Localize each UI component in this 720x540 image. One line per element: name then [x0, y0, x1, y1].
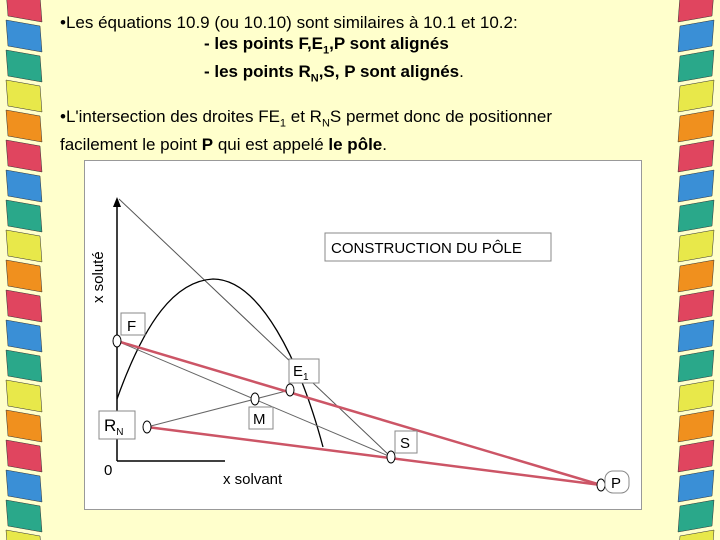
bullet-2-line-2 — [60, 134, 650, 155]
border-stripe — [678, 290, 714, 322]
border-stripe — [678, 200, 714, 232]
line-3-end: . — [459, 62, 464, 82]
border-stripe — [678, 230, 714, 262]
bullet-2-line-1 — [60, 106, 650, 134]
border-stripe — [6, 530, 42, 540]
border-stripe — [6, 440, 42, 472]
border-stripe — [678, 350, 714, 382]
line-3-sub: N — [310, 72, 319, 85]
line-2-sub: 1 — [323, 44, 330, 57]
border-stripe — [678, 410, 714, 442]
border-stripe — [678, 0, 714, 22]
line-2-post: ,P sont alignés — [329, 34, 449, 53]
border-stripe — [678, 260, 714, 292]
point-m-marker — [251, 393, 259, 405]
b2-post: S permet donc de positionner — [329, 106, 552, 126]
pole-construction-figure — [84, 160, 642, 510]
border-stripe — [678, 20, 714, 52]
line-2-pre: - les points F,E — [204, 34, 324, 53]
border-stripe — [6, 380, 42, 412]
line-rn-s-p — [147, 427, 601, 485]
border-stripe — [678, 140, 714, 172]
figure-title: CONSTRUCTION DU PÔLE — [331, 240, 522, 257]
label-s: S — [400, 435, 411, 452]
border-stripe — [6, 470, 42, 502]
y-axis-label: x soluté — [90, 251, 107, 303]
line-3-pre: - les points R — [204, 62, 311, 82]
border-stripe — [678, 50, 714, 82]
border-stripe — [6, 140, 42, 172]
label-m: M — [253, 411, 266, 428]
label-rn-sub: N — [116, 427, 124, 438]
label-e1-sub: 1 — [303, 372, 309, 383]
border-stripe — [678, 380, 714, 412]
border-stripe — [6, 410, 42, 442]
border-stripe — [6, 290, 42, 322]
point-p-marker — [597, 479, 605, 491]
line-3-post: ,S, P sont alignés — [318, 62, 460, 82]
b2l2-mid: qui est appelé — [213, 135, 329, 155]
x-axis-label: x solvant — [223, 471, 283, 488]
border-stripe — [6, 50, 42, 82]
label-f: F — [127, 318, 137, 335]
border-stripe — [678, 530, 714, 540]
border-stripe — [6, 200, 42, 232]
figure-canvas — [85, 161, 641, 509]
bullet-1-line-1 — [60, 12, 650, 33]
border-stripe — [6, 350, 42, 382]
point-e1-marker — [286, 384, 294, 396]
border-stripe — [678, 470, 714, 502]
right-decorative-border — [672, 0, 720, 540]
bullet-1-line-3 — [60, 61, 650, 89]
point-f-marker — [113, 335, 121, 347]
b2l2-pre: facilement le point — [60, 135, 202, 155]
point-s-marker — [387, 451, 395, 463]
border-stripe — [6, 260, 42, 292]
border-stripe — [6, 500, 42, 532]
line-f-e1-p — [117, 341, 601, 485]
border-stripe — [678, 500, 714, 532]
border-stripe — [678, 170, 714, 202]
border-stripe — [6, 170, 42, 202]
border-stripe — [6, 0, 42, 22]
label-rn-main: R — [104, 416, 117, 435]
label-p: P — [611, 475, 622, 492]
b2l2-bold: le pôle — [328, 135, 383, 155]
label-e1-main: E — [293, 363, 304, 380]
point-rn-marker — [143, 421, 151, 433]
bullet-1-line-2 — [60, 33, 650, 61]
border-stripe — [6, 80, 42, 112]
b2-pre: •L'intersection des droites FE — [60, 106, 280, 126]
b2l2-end: . — [382, 135, 387, 155]
border-stripe — [678, 80, 714, 112]
origin-label: 0 — [104, 462, 113, 479]
y-axis-arrow — [113, 197, 121, 207]
border-stripe — [678, 320, 714, 352]
bullet-1-text: •Les équations 10.9 (ou 10.10) sont similaires à 10.1 et 10.2: — [60, 13, 518, 32]
b2l2-p: P — [201, 135, 214, 155]
border-stripe — [6, 320, 42, 352]
b2-mid: et R — [286, 106, 322, 126]
border-stripe — [6, 20, 42, 52]
b2-sub2: N — [321, 117, 330, 130]
b2-sub1: 1 — [279, 117, 287, 130]
left-decorative-border — [0, 0, 48, 540]
border-stripe — [678, 440, 714, 472]
border-stripe — [6, 230, 42, 262]
slide-text — [60, 12, 650, 155]
border-stripe — [6, 110, 42, 142]
border-stripe — [678, 110, 714, 142]
